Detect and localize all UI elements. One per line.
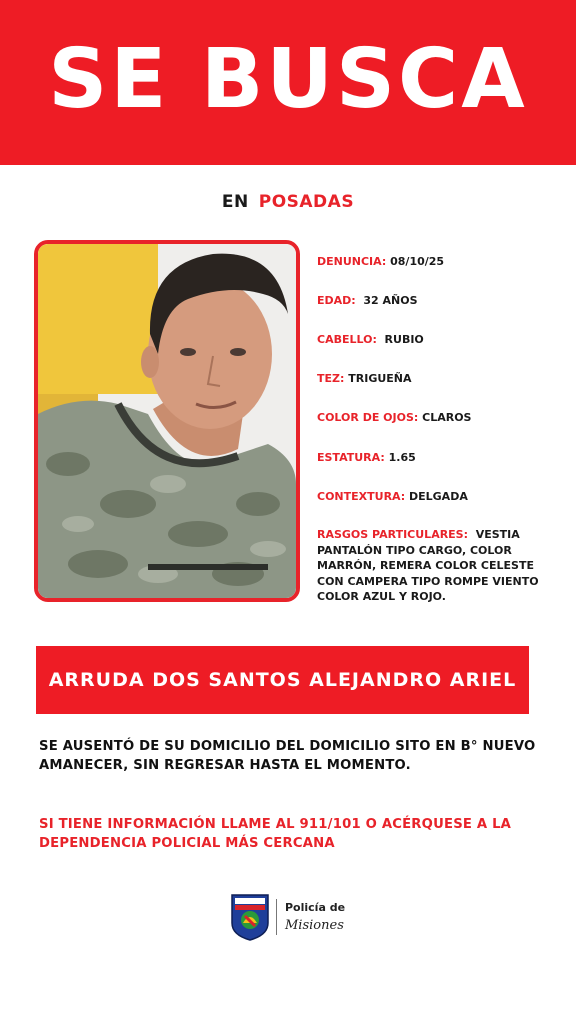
page-title: SE BUSCA <box>48 32 528 127</box>
call-to-action: SI TIENE INFORMACIÓN LLAME AL 911/101 O ACÉRQUESE A LA DEPENDENCIA POLICIAL MÁS CERCANA <box>39 817 512 851</box>
logo-separator <box>276 899 277 935</box>
police-shield-icon <box>230 893 270 941</box>
person-photo <box>34 240 300 602</box>
police-logo <box>230 893 345 941</box>
name-banner <box>36 646 529 714</box>
detail-ojos: COLOR DE OJOS: CLAROS <box>317 411 472 424</box>
location-city: POSADAS <box>258 192 355 212</box>
detail-edad: EDAD: 32 AÑOS <box>317 294 418 307</box>
detail-contextura: CONTEXTURA: DELGADA <box>317 490 468 503</box>
detail-tez: TEZ: TRIGUEÑA <box>317 372 412 385</box>
person-name: ARRUDA DOS SANTOS ALEJANDRO ARIEL <box>48 669 517 691</box>
detail-cabello: CABELLO: RUBIO <box>317 333 424 346</box>
location-label: EN <box>221 192 249 212</box>
org-name: Policía de Misiones <box>285 901 346 933</box>
description-text: SE AUSENTÓ DE SU DOMICILIO DEL DOMICILIO SITO EN B° NUEVO AMANECER, SIN REGRESAR HASTA EL MOMENTO. <box>39 739 536 773</box>
location-line <box>0 192 576 212</box>
detail-rasgos: RASGOS PARTICULARES: VESTIA PANTALÓN TIPO CARGO, COLOR MARRÓN, REMERA COLOR CELESTE CON CAMPERA TIPO ROMPE VIENTO COLOR AZUL Y ROJO. <box>317 528 539 603</box>
person-photo-illustration <box>38 244 296 598</box>
detail-denuncia: DENUNCIA: 08/10/25 <box>317 255 445 268</box>
detail-estatura: ESTATURA: 1.65 <box>317 451 416 464</box>
header-banner <box>0 0 576 165</box>
